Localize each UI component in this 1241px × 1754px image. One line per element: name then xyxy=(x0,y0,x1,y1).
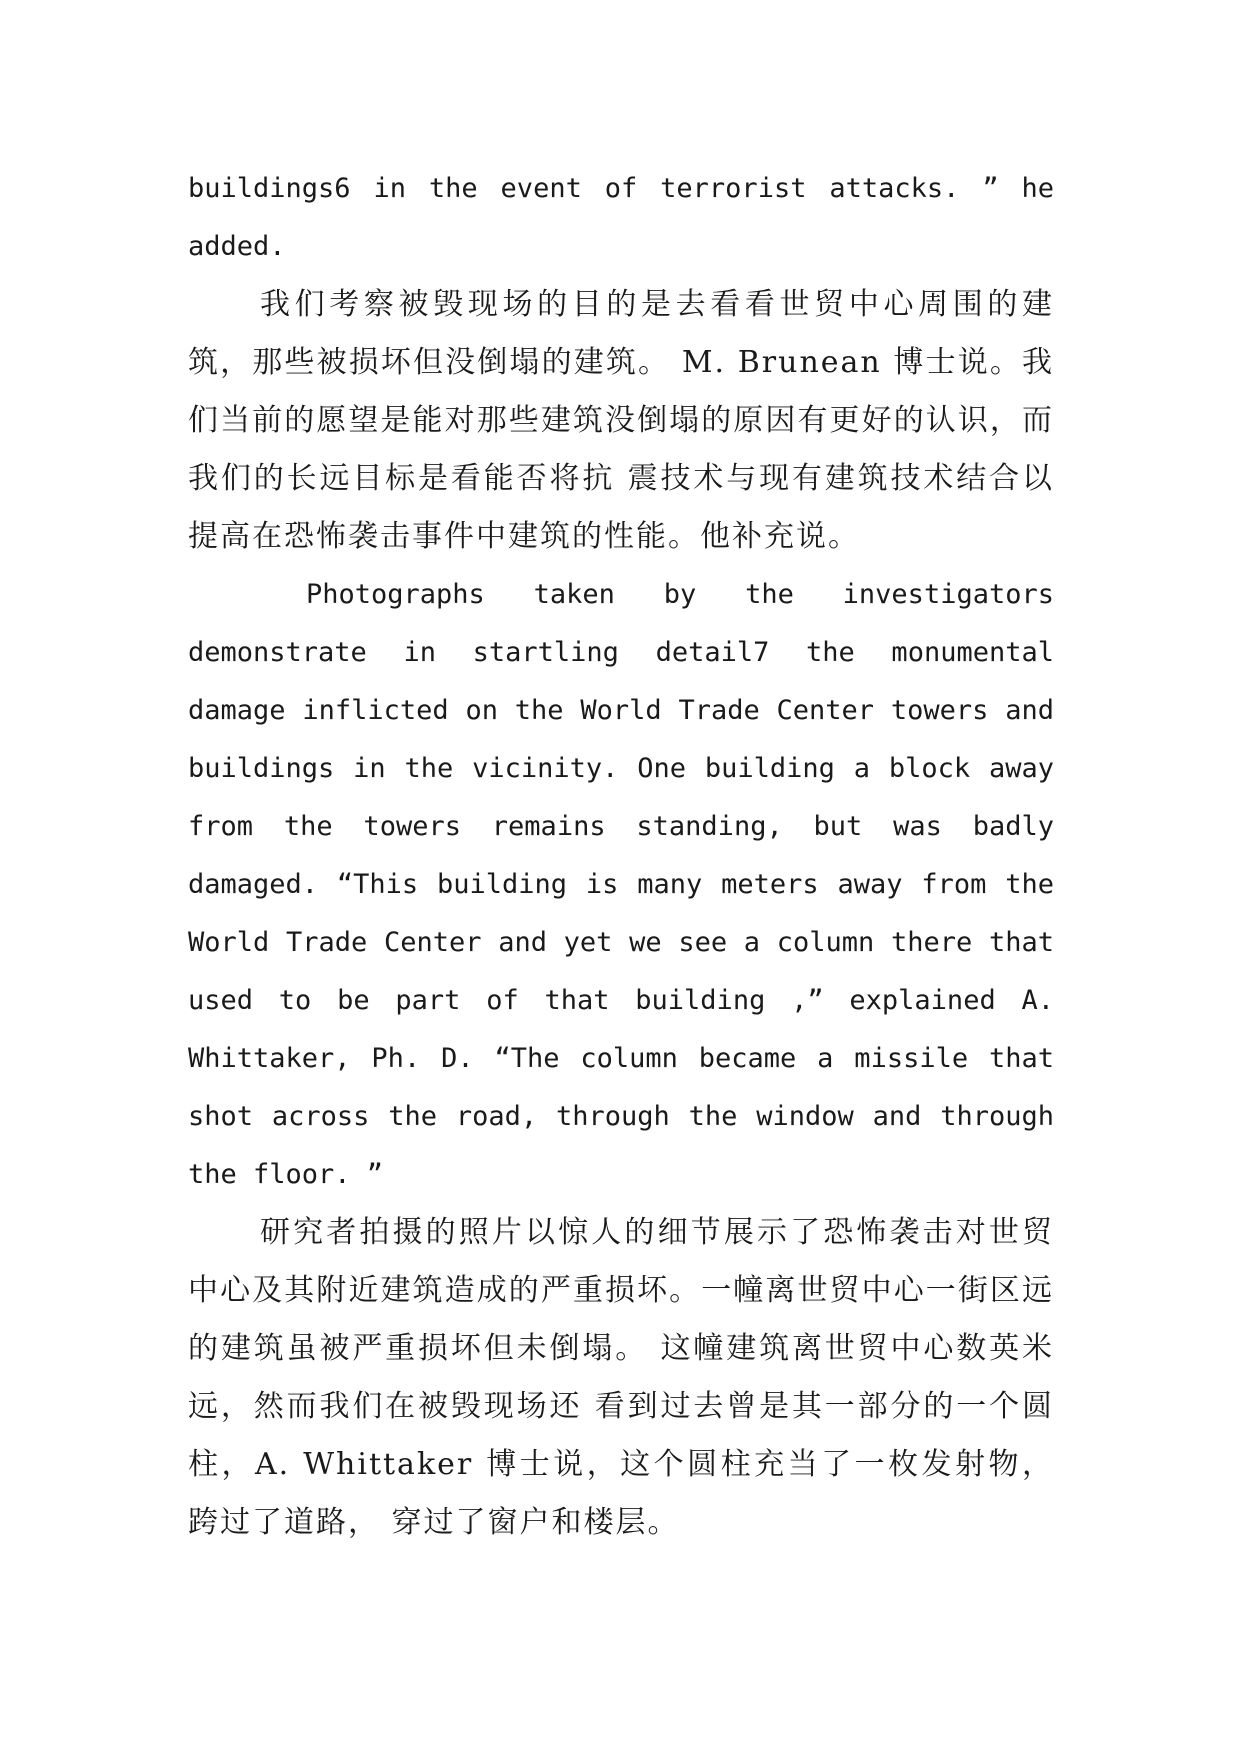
document-body xyxy=(188,160,1054,1552)
paragraph-english-1: buildings6 in the event of terrorist attacks. ” he added. xyxy=(188,173,1054,262)
paragraph-chinese-2: 研究者拍摄的照片以惊人的细节展示了恐怖袭击对世贸中心及其附近建筑造成的严重损坏。一幢离世贸中心一街区远的建筑虽被严重损坏但未倒塌。 这幢建筑离世贸中心数英米远，然而我们在被毁现场还 看到过去曾是其一部分的一个圆柱，A. Whittaker 博士说，这个圆柱充当了一枚发射物，跨过了道路， 穿过了窗户和楼层。 xyxy=(188,1215,1054,1540)
paragraph-chinese-1: 我们考察被毁现场的目的是去看看世贸中心周围的建筑，那些被损坏但没倒塌的建筑。 M. Brunean 博士说。我们当前的愿望是能对那些建筑没倒塌的原因有更好的认识，而我们的长远目标是看能否将抗 震技术与现有建筑技术结合以提高在恐怖袭击事件中建筑的性能。他补充说。 xyxy=(188,287,1054,554)
paragraph-english-2: Photographs taken by the investigators demonstrate in startling detail7 the monumental damage inflicted on the World Trade Center towers and buildings in the vicinity. One building a block away from the towers remains standing, but was badly damaged. “This building is many meters away from the World Trade Center and yet we see a column there that used to be part of that building ,” explained A. Whittaker, Ph. D. “The column became a missile that shot across the road, through the window and through the floor. ” xyxy=(188,579,1054,1190)
